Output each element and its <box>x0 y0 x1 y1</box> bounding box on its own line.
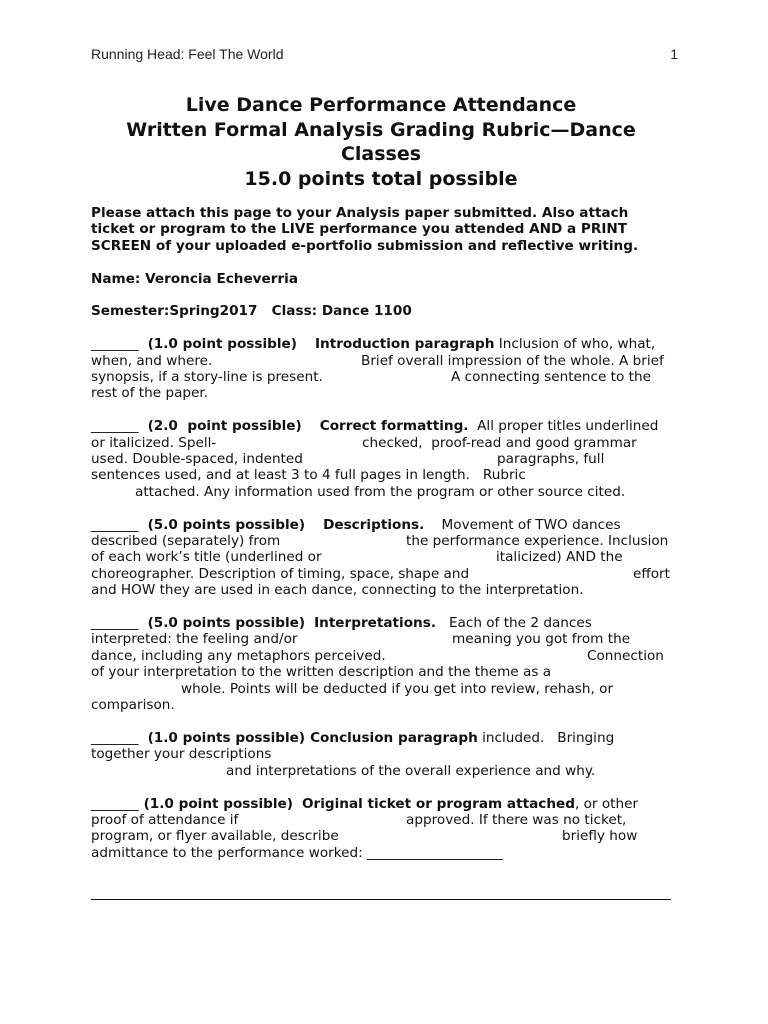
score-blank: _______ <box>91 795 139 812</box>
rubric-item-formatting: _______ (2.0 point possible) Correct formatting. All proper titles underlined or italicized. Spell- checked, proof-read and good grammar used. Double-spaced, indented paragraphs, full sentences used, and at least 3 to 4 full pages in length. Rubric attached. Any information used from the program or other source cited. <box>91 418 659 500</box>
rubric-item-descriptions: _______ (5.0 points possible) Descriptions. Movement of TWO dances described (separately) from the performance experience. Inclusion of each work’s title (underlined or italicized) AND the choreographer. Description of timing, space, shape and effort and HOW they are used in each dance, connecting to the interpretation. <box>91 516 670 599</box>
bottom-signature-line <box>91 899 671 901</box>
running-head-text: Running Head: Feel The World <box>91 46 284 62</box>
score-blank: _______ <box>91 516 139 533</box>
score-blank: _______ <box>91 729 139 746</box>
title-line-3: Classes <box>340 143 422 165</box>
score-blank: _______ <box>91 418 139 435</box>
document-title <box>91 93 671 191</box>
instructions-paragraph: Please attach this page to your Analysis paper submitted. Also attach ticket or program to the LIVE performance you attended AND a PRINT SCREEN of your uploaded e-portfolio submission and reflective writing. <box>91 205 639 254</box>
running-header <box>91 46 678 66</box>
rubric-item-ticket: _______ (1.0 point possible) Original ticket or program attached, or other proof of attendance if approved. If there was no ticket, program, or flyer available, describe briefly how admittance to the performance worked: ____________________ <box>91 795 639 861</box>
title-line-2: Written Formal Analysis Grading Rubric—Dance <box>126 118 636 141</box>
student-name: Name: Veroncia Echeverria <box>91 270 299 287</box>
semester-class: Semester:Spring2017 Class: Dance 1100 <box>91 303 412 320</box>
title-line-4: 15.0 points total possible <box>244 167 518 190</box>
document-body <box>91 205 681 861</box>
page-number: 1 <box>670 46 678 62</box>
title-line-1: Live Dance Performance Attendance <box>185 94 577 116</box>
rubric-item-interpretations: _______ (5.0 points possible) Interpretations. Each of the 2 dances interpreted: the feeling and/or meaning you got from the dance, including any metaphors perceived. Connection of your interpretation to the written description and the theme as a whole. Points will be deducted if you get into review, rehash, or comparison. <box>91 615 664 714</box>
score-blank: _______ <box>91 336 139 353</box>
score-blank: _______ <box>91 615 139 632</box>
rubric-item-introduction: _______ (1.0 point possible) Introduction paragraph Inclusion of who, what, when, and where. Brief overall impression of the whole. A brief synopsis, if a story-line is present. A connecting sentence to the rest of the paper. <box>91 336 664 402</box>
rubric-item-conclusion: _______ (1.0 points possible) Conclusion paragraph included. Bringing together your descriptions and interpretations of the overall experience and why. <box>91 729 615 779</box>
